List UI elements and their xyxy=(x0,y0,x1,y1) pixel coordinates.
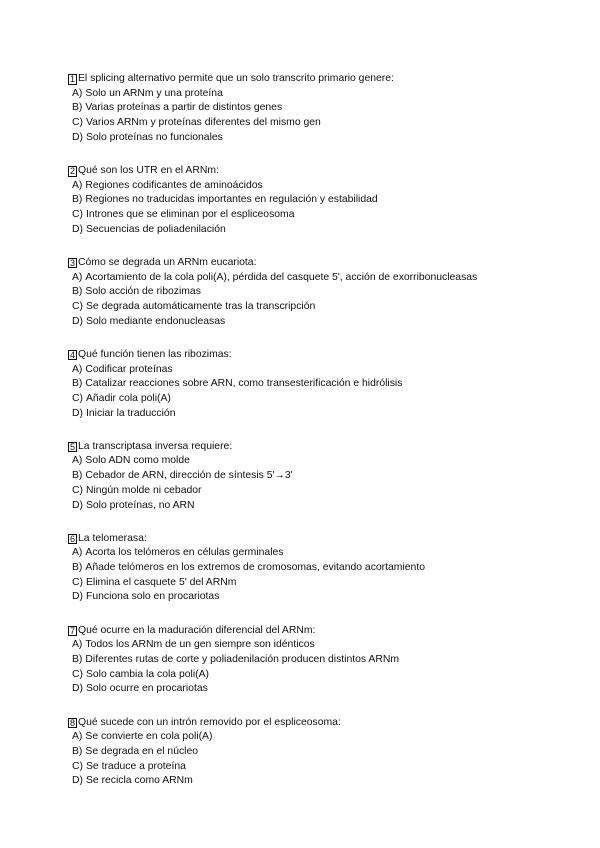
option-text: Varias proteínas a partir de distintos genes xyxy=(85,102,283,114)
option-text: Ningún molde ni cebador xyxy=(85,484,202,496)
option-letter: D) xyxy=(72,315,83,327)
question-text: Qué ocurre en la maduración diferencial del ARNm: xyxy=(78,624,316,636)
answer-option xyxy=(68,87,568,102)
answer-option xyxy=(68,653,568,668)
question-block xyxy=(68,72,568,145)
document-body xyxy=(68,72,568,808)
option-text: Secuencias de poliadenilación xyxy=(85,223,226,235)
question-block xyxy=(68,624,568,697)
option-text: Acortamiento de la cola poli(A), pérdida del casquete 5', acción de exorribonucleasas xyxy=(85,271,478,283)
option-letter: C) xyxy=(72,576,83,588)
question-text: El splicing alternativo permite que un solo transcrito primario genere: xyxy=(78,73,394,84)
question-number-box: 6 xyxy=(69,533,75,544)
option-letter: A) xyxy=(72,363,83,375)
question-block xyxy=(68,532,568,605)
answer-option xyxy=(68,774,568,789)
option-letter: A) xyxy=(72,731,83,743)
option-text: Todos los ARNm de un gen siempre son idénticos xyxy=(85,639,315,651)
option-text: Se degrada automáticamente tras la transcripción xyxy=(85,300,316,312)
option-letter: C) xyxy=(72,392,83,404)
answer-option xyxy=(68,590,568,605)
question-line xyxy=(68,532,568,547)
option-text: Solo ADN como molde xyxy=(85,455,190,467)
answer-option xyxy=(68,546,568,561)
option-text: Añade telómeros en los extremos de cromosomas, evitando acortamiento xyxy=(85,562,425,574)
option-letter: A) xyxy=(72,87,83,99)
option-text: Acorta los telómeros en células germinales xyxy=(85,547,284,559)
option-letter: A) xyxy=(72,455,83,467)
answer-option xyxy=(68,484,568,499)
option-text: Solo mediante endonucleasas xyxy=(85,315,226,327)
question-line xyxy=(68,624,568,639)
answer-option xyxy=(68,638,568,653)
question-text: Cómo se degrada un ARNm eucariota: xyxy=(78,256,257,268)
question-number-box: 3 xyxy=(69,257,75,268)
answer-option xyxy=(68,561,568,576)
option-text: Solo un ARNm y una proteína xyxy=(85,87,223,99)
question-line xyxy=(68,72,568,87)
answer-option xyxy=(68,363,568,378)
option-letter: C) xyxy=(72,484,83,496)
option-text: Diferentes rutas de corte y poliadenilación producen distintos ARNm xyxy=(85,654,400,665)
option-text: Regiones no traducidas importantes en regulación y estabilidad xyxy=(85,194,378,206)
option-letter: D) xyxy=(72,591,83,603)
option-text: Elimina el casquete 5' del ARNm xyxy=(85,576,237,588)
option-letter: B) xyxy=(72,654,83,665)
question-block xyxy=(68,716,568,789)
question-number-box: 8 xyxy=(69,717,75,728)
question-line xyxy=(68,348,568,363)
option-text: Codificar proteínas xyxy=(85,363,173,375)
option-letter: D) xyxy=(72,223,83,235)
option-text: Cebador de ARN, dirección de síntesis 5'→3' xyxy=(85,470,293,482)
option-letter: C) xyxy=(72,209,83,220)
question-line xyxy=(68,716,568,731)
answer-option xyxy=(68,131,568,146)
option-text: Iniciar la traducción xyxy=(85,407,176,419)
option-letter: D) xyxy=(72,683,83,695)
answer-option xyxy=(68,101,568,116)
option-text: Se traduce a proteína xyxy=(85,760,186,772)
option-letter: A) xyxy=(72,547,83,559)
answer-option xyxy=(68,208,568,223)
option-letter: D) xyxy=(72,407,83,419)
answer-option xyxy=(68,576,568,591)
answer-option xyxy=(68,730,568,745)
question-text: Qué función tienen las ribozimas: xyxy=(78,348,232,360)
answer-option xyxy=(68,392,568,407)
option-text: Se recicla como ARNm xyxy=(85,775,193,787)
option-letter: D) xyxy=(72,499,83,511)
option-letter: A) xyxy=(72,271,83,283)
option-letter: C) xyxy=(72,668,83,680)
answer-option xyxy=(68,407,568,422)
option-text: Intrones que se eliminan por el espliceosoma xyxy=(85,209,295,220)
answer-option xyxy=(68,745,568,760)
question-text: Qué son los UTR en el ARNm: xyxy=(78,164,219,176)
question-number-box: 7 xyxy=(69,625,75,636)
option-letter: B) xyxy=(72,194,83,206)
question-text: Qué sucede con un intrón removido por el espliceosoma: xyxy=(78,716,341,728)
answer-option xyxy=(68,668,568,683)
answer-option xyxy=(68,760,568,775)
question-block xyxy=(68,164,568,237)
option-letter: A) xyxy=(72,179,83,191)
option-letter: A) xyxy=(72,639,83,651)
answer-option xyxy=(68,377,568,392)
answer-option xyxy=(68,285,568,300)
option-letter: B) xyxy=(72,378,83,390)
answer-option xyxy=(68,223,568,238)
option-text: Varios ARNm y proteínas diferentes del mismo gen xyxy=(85,117,321,129)
answer-option xyxy=(68,315,568,330)
option-text: Solo proteínas, no ARN xyxy=(85,499,195,511)
option-letter: B) xyxy=(72,102,83,114)
option-text: Añadir cola poli(A) xyxy=(85,392,171,404)
option-letter: B) xyxy=(72,562,83,574)
answer-option xyxy=(68,682,568,697)
answer-option xyxy=(68,116,568,131)
option-text: Funciona solo en procariotas xyxy=(85,591,220,603)
question-line xyxy=(68,440,568,455)
answer-option xyxy=(68,193,568,208)
option-letter: B) xyxy=(72,286,83,298)
question-text: La transcriptasa inversa requiere: xyxy=(78,440,233,452)
question-text: La telomerasa: xyxy=(78,532,147,544)
question-line xyxy=(68,256,568,271)
answer-option xyxy=(68,179,568,194)
answer-option xyxy=(68,454,568,469)
answer-option xyxy=(68,300,568,315)
answer-option xyxy=(68,469,568,484)
option-letter: D) xyxy=(72,131,83,143)
question-number-box: 2 xyxy=(69,166,75,177)
option-text: Solo acción de ribozimas xyxy=(85,286,201,298)
option-letter: B) xyxy=(72,745,83,757)
answer-option xyxy=(68,499,568,514)
option-letter: B) xyxy=(72,470,83,482)
option-letter: C) xyxy=(72,117,83,129)
option-text: Catalizar reacciones sobre ARN, como transesterificación e hidrólisis xyxy=(85,378,403,390)
option-text: Regiones codificantes de aminoácidos xyxy=(85,179,263,191)
question-block xyxy=(68,256,568,329)
question-block xyxy=(68,348,568,421)
question-number-box: 5 xyxy=(69,441,75,452)
option-letter: C) xyxy=(72,760,83,772)
option-letter: D) xyxy=(72,775,83,787)
option-text: Se degrada en el núcleo xyxy=(85,745,199,757)
option-text: Solo proteínas no funcionales xyxy=(85,131,223,143)
option-letter: C) xyxy=(72,300,83,312)
option-text: Solo ocurre en procariotas xyxy=(85,683,208,695)
question-number-box: 4 xyxy=(69,349,75,360)
question-number-box: 1 xyxy=(69,74,75,85)
option-text: Se convierte en cola poli(A) xyxy=(85,731,213,743)
answer-option xyxy=(68,271,568,286)
question-line xyxy=(68,164,568,179)
option-text: Solo cambia la cola poli(A) xyxy=(85,668,209,680)
question-block xyxy=(68,440,568,513)
